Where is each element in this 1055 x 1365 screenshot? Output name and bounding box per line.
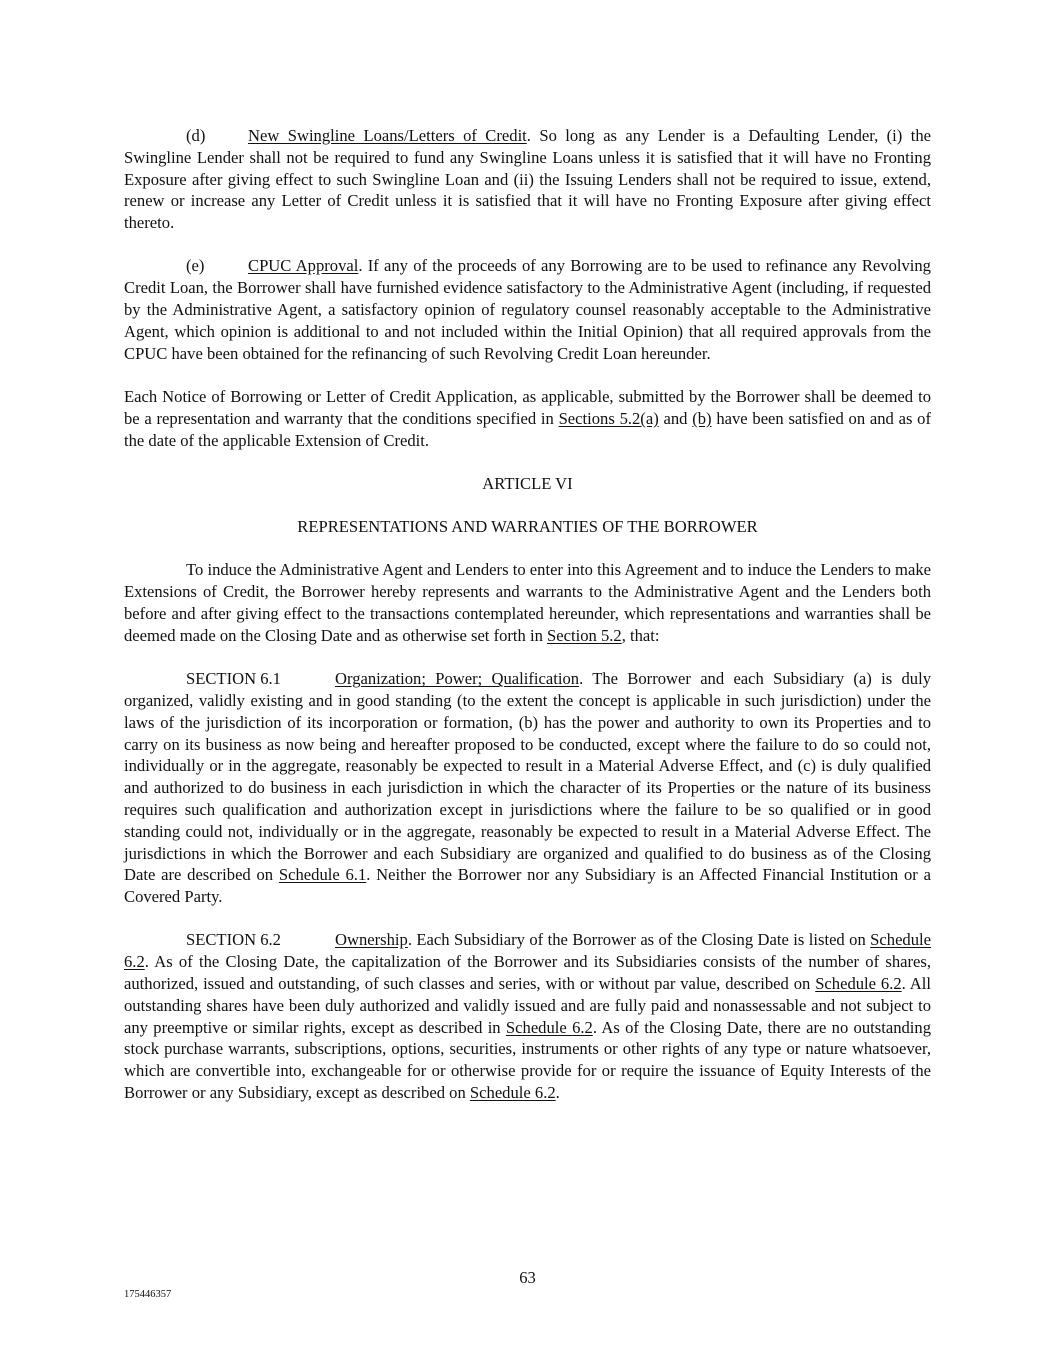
cross-reference: Sections 5.2(a): [558, 408, 659, 428]
section-heading: Organization; Power; Qualification: [335, 669, 580, 689]
text-run: To induce the Administrative Agent and Lenders to enter into this Agreement and to induce the Lenders to make Extensions of Credit, the Borrower hereby represents and warrants to the Administrative Agent and the Lenders both before and after giving effect to the transactions contemplated hereunder, which representations and warranties shall be deemed made on the Closing Date and as otherwise set forth in: [124, 560, 931, 645]
text-run: Each Notice of Borrowing or Letter of Credit Application, as applicable, submitted by the Borrower shall be deemed to be a representation and warranty that the conditions specified in: [124, 386, 931, 428]
article-number: ARTICLE VI: [482, 473, 573, 493]
text-run: have been satisfied on and as of the date of the applicable Extension of Credit.: [124, 408, 931, 450]
text-run: . As of the Closing Date, there are no outstanding stock purchase warrants, subscriptions, options, securities, instruments or other rights of any type or nature whatsoever, which are convertible into, exchangeable for or otherwise provide for or require the issuance of Equity Interests of the Borrower or any Subsidiary, except as described on: [124, 1017, 931, 1102]
cross-reference: (b): [692, 408, 712, 428]
section-label: SECTION 6.2: [186, 930, 281, 950]
paragraph-heading: CPUC Approval: [248, 256, 359, 276]
page-number: 63: [519, 1268, 536, 1287]
paragraph-intro: [124, 559, 931, 646]
text-run: and: [658, 408, 693, 428]
paragraph-text: . So long as any Lender is a Defaulting Lender, (i) the Swingline Lender shall not be required to fund any Swingline Loans unless it is satisfied that it will have no Fronting Exposure after giving effect to such Swingline Loan and (ii) the Issuing Lenders shall not be required to issue, extend, renew or increase any Letter of Credit unless it is satisfied that it will have no Fronting Exposure after giving effect thereto.: [124, 126, 932, 233]
document-body: [124, 125, 931, 1125]
section-label: SECTION 6.1: [186, 669, 281, 689]
paragraph-notice-of-borrowing: [124, 386, 931, 451]
text-run: , that:: [621, 625, 660, 645]
cross-reference: Schedule 6.2: [815, 974, 902, 993]
paragraph-heading: New Swingline Loans/Letters of Credit: [248, 126, 527, 145]
document-id: 175446357: [124, 1289, 172, 1300]
paragraph-text: . If any of the proceeds of any Borrowing are to be used to refinance any Revolving Credit Loan, the Borrower shall have furnished evidence satisfactory to the Administrative Agent (including, if requested by the Administrative Agent, a satisfactory opinion of regulatory counsel reasonably acceptable to the Administrative Agent, which opinion is additional to and not included within the Initial Opinion) that all required approvals from the CPUC have been obtained for the refinancing of such Revolving Credit Loan hereunder.: [124, 256, 931, 363]
cross-reference: Schedule 6.2: [505, 1017, 593, 1037]
paragraph-label: (d): [186, 126, 206, 145]
text-run: . As of the Closing Date, the capitalization of the Borrower and its Subsidiaries consists of the number of shares, authorized, issued and outstanding, of such classes and series, with or without par value, described on: [124, 952, 931, 993]
cross-reference: Schedule 6.2: [469, 1082, 556, 1102]
cross-reference: Schedule 6.1: [278, 865, 367, 885]
text-run: . Each Subsidiary of the Borrower as of the Closing Date is listed on: [407, 930, 871, 950]
article-title: REPRESENTATIONS AND WARRANTIES OF THE BORROWER: [297, 517, 758, 537]
section-6-1: [124, 668, 931, 908]
paragraph-label: (e): [186, 256, 205, 276]
cross-reference: Schedule 6.2: [124, 930, 931, 972]
section-heading: Ownership: [335, 930, 408, 950]
paragraph-e: [124, 255, 931, 364]
section-6-2: [124, 929, 931, 1103]
cross-reference: Section 5.2: [547, 625, 622, 645]
text-run: .: [555, 1082, 560, 1102]
text-run: . Neither the Borrower nor any Subsidiary is an Affected Financial Institution or a Covered Party.: [124, 865, 931, 907]
text-run: . The Borrower and each Subsidiary (a) is duly organized, validly existing and in good standing (to the extent the concept is applicable in such jurisdiction) under the laws of the jurisdiction of its incorporation or formation, (b) has the power and authority to own its Properties and to carry on its business as now being and hereafter proposed to be conducted, except where the failure to do so could not, individually or in the aggregate, reasonably be expected to result in a Material Adverse Effect, and (c) is duly qualified and authorized to do business in each jurisdiction in which the character of its Properties or the nature of its business requires such qualification and authorization except in jurisdictions where the failure to be so qualified or in good standing could not, individually or in the aggregate, reasonably be expected to result in a Material Adverse Effect. The jurisdictions in which the Borrower and each Subsidiary are organized and qualified to do business as of the Closing Date are described on: [124, 669, 931, 885]
paragraph-d: [124, 125, 931, 234]
text-run: . All outstanding shares have been duly authorized and validly issued and are fully paid and nonassessable and not subject to any preemptive or similar rights, except as described in: [124, 974, 932, 1037]
